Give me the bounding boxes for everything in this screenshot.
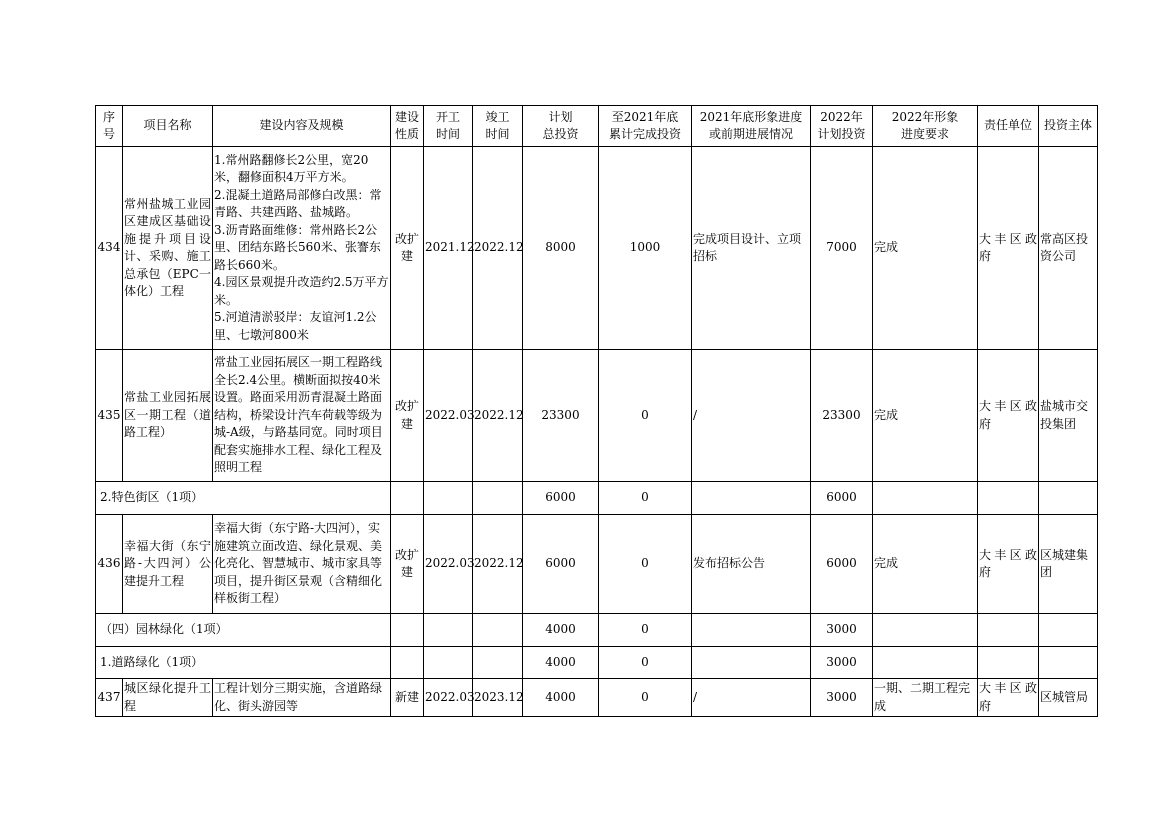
empty-cell (692, 647, 811, 679)
cell-investor: 区城管局 (1039, 679, 1098, 717)
cell-investor: 常高区投资公司 (1039, 147, 1098, 350)
cell-progress: / (692, 679, 811, 717)
header-done: 至2021年底 累计完成投资 (599, 106, 692, 147)
cell-total: 4000 (523, 679, 599, 717)
cell-name: 城区绿化提升工程 (123, 679, 213, 717)
cell-start: 2022.03 (424, 679, 473, 717)
cell-total: 4000 (523, 647, 599, 679)
subtotal-label: （四）园林绿化（1项） (96, 614, 391, 647)
cell-investor: 区城建集团 (1039, 515, 1098, 614)
empty-cell (978, 482, 1039, 515)
cell-req2022: 完成 (873, 147, 978, 350)
empty-cell (391, 647, 424, 679)
cell-no: 437 (96, 679, 123, 717)
cell-done: 1000 (599, 147, 692, 350)
empty-cell (978, 614, 1039, 647)
header-total: 计划 总投资 (523, 106, 599, 147)
cell-end: 2022.12 (473, 515, 523, 614)
cell-done: 0 (599, 647, 692, 679)
header-req2022: 2022年形象 进度要求 (873, 106, 978, 147)
cell-progress: 发布招标公告 (692, 515, 811, 614)
cell-done: 0 (599, 350, 692, 482)
empty-cell (424, 482, 473, 515)
cell-total: 8000 (523, 147, 599, 350)
empty-cell (473, 482, 523, 515)
cell-done: 0 (599, 515, 692, 614)
empty-cell (391, 614, 424, 647)
header-investor: 投资主体 (1039, 106, 1098, 147)
cell-plan2022: 3000 (811, 614, 873, 647)
cell-plan2022: 7000 (811, 147, 873, 350)
table-row (96, 515, 1098, 614)
empty-cell (978, 647, 1039, 679)
cell-name: 幸福大街（东宁路-大四河）公建提升工程 (123, 515, 213, 614)
cell-end: 2022.12 (473, 147, 523, 350)
cell-content: 工程计划分三期实施，含道路绿化、街头游园等 (213, 679, 391, 717)
table-row (96, 679, 1098, 717)
cell-plan2022: 3000 (811, 679, 873, 717)
cell-plan2022: 6000 (811, 515, 873, 614)
table-row (96, 147, 1098, 350)
cell-nature: 新建 (391, 679, 424, 717)
header-unit: 责任单位 (978, 106, 1039, 147)
project-table (95, 105, 1098, 717)
header-nature: 建设 性质 (391, 106, 424, 147)
empty-cell (873, 482, 978, 515)
empty-cell (424, 647, 473, 679)
empty-cell (424, 614, 473, 647)
cell-req2022: 完成 (873, 350, 978, 482)
cell-plan2022: 23300 (811, 350, 873, 482)
cell-content: 1.常州路翻修长2公里，宽20米，翻修面积4万平方米。 2.混凝土道路局部修白改黑：常青路、共建西路、盐城路。 3.沥青路面维修：常州路长2公里、团结东路长560米、张謇东路长660米。 4.园区景观提升改造约2.5万平方米。 5.河道清淤驳岸：友谊河1.2公里、七墩河800米 (213, 147, 391, 350)
cell-progress: 完成项目设计、立项招标 (692, 147, 811, 350)
cell-start: 2022.03 (424, 515, 473, 614)
subtotal-row (96, 647, 1098, 679)
cell-start: 2021.12 (424, 147, 473, 350)
cell-unit: 大丰区政府 (978, 147, 1039, 350)
cell-nature: 改扩 建 (391, 515, 424, 614)
cell-req2022: 完成 (873, 515, 978, 614)
cell-done: 0 (599, 482, 692, 515)
cell-done: 0 (599, 679, 692, 717)
subtotal-label: 1.道路绿化（1项） (96, 647, 391, 679)
header-end: 竣工 时间 (473, 106, 523, 147)
empty-cell (1039, 614, 1098, 647)
cell-total: 6000 (523, 515, 599, 614)
cell-start: 2022.03 (424, 350, 473, 482)
header-content: 建设内容及规模 (213, 106, 391, 147)
cell-name: 常州盐城工业园区建成区基础设施提升项目设计、采购、施工总承包（EPC一体化）工程 (123, 147, 213, 350)
cell-name: 常盐工业园拓展区一期工程（道路工程） (123, 350, 213, 482)
cell-end: 2023.12 (473, 679, 523, 717)
cell-nature: 改扩 建 (391, 147, 424, 350)
cell-content: 幸福大街（东宁路-大四河），实施建筑立面改造、绿化景观、美化亮化、智慧城市、城市家具等项目，提升街区景观（含精细化样板街工程） (213, 515, 391, 614)
cell-no: 435 (96, 350, 123, 482)
cell-progress: / (692, 350, 811, 482)
cell-done: 0 (599, 614, 692, 647)
table-body (96, 147, 1098, 717)
cell-end: 2022.12 (473, 350, 523, 482)
header-progress: 2021年底形象进度 或前期进展情况 (692, 106, 811, 147)
empty-cell (692, 614, 811, 647)
cell-unit: 大丰区政府 (978, 515, 1039, 614)
cell-nature: 改扩 建 (391, 350, 424, 482)
empty-cell (692, 482, 811, 515)
header-name: 项目名称 (123, 106, 213, 147)
empty-cell (873, 647, 978, 679)
cell-content: 常盐工业园拓展区一期工程路线全长2.4公里。横断面拟按40米设置。路面采用沥青混凝土路面结构，桥梁设计汽车荷载等级为城-A级，与路基同宽。同时项目配套实施排水工程、绿化工程及照明工程 (213, 350, 391, 482)
cell-investor: 盐城市交投集团 (1039, 350, 1098, 482)
cell-no: 436 (96, 515, 123, 614)
subtotal-row (96, 614, 1098, 647)
cell-plan2022: 6000 (811, 482, 873, 515)
empty-cell (473, 647, 523, 679)
header-no: 序 号 (96, 106, 123, 147)
cell-no: 434 (96, 147, 123, 350)
empty-cell (1039, 482, 1098, 515)
cell-total: 23300 (523, 350, 599, 482)
table-row (96, 350, 1098, 482)
header-start: 开工 时间 (424, 106, 473, 147)
cell-plan2022: 3000 (811, 647, 873, 679)
subtotal-row (96, 482, 1098, 515)
empty-cell (391, 482, 424, 515)
header-plan2022: 2022年 计划投资 (811, 106, 873, 147)
subtotal-label: 2.特色街区（1项） (96, 482, 391, 515)
empty-cell (473, 614, 523, 647)
header-row (96, 106, 1098, 147)
empty-cell (873, 614, 978, 647)
cell-req2022: 一期、二期工程完成 (873, 679, 978, 717)
cell-total: 4000 (523, 614, 599, 647)
cell-unit: 大丰区政府 (978, 350, 1039, 482)
cell-total: 6000 (523, 482, 599, 515)
empty-cell (1039, 647, 1098, 679)
cell-unit: 大丰区政府 (978, 679, 1039, 717)
